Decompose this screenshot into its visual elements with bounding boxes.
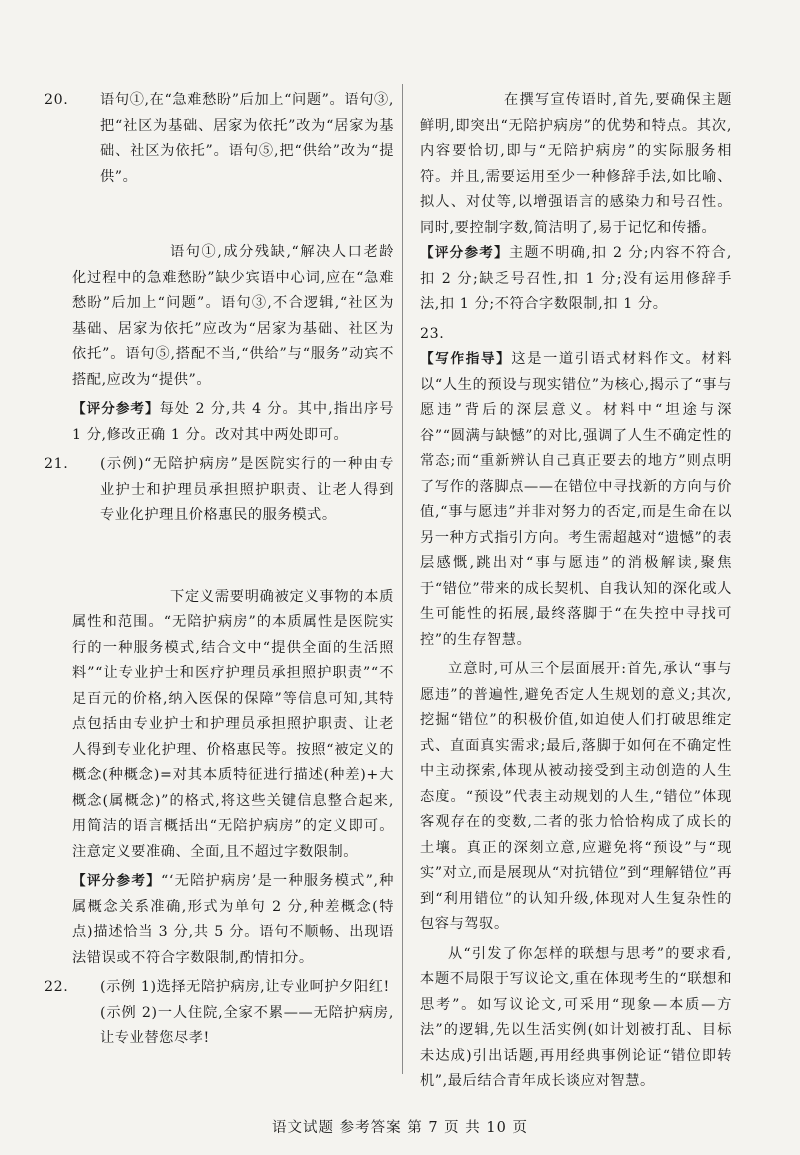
q20-answer-text: 语句①,在“急难愁盼”后加上“问题”。语句③,把“社区为基础、居家为依托”改为“居家为基础、社区为依托”。语句⑤,把“供给”改为“提供”。 — [100, 92, 394, 185]
q22-answer-2: (示例 2)一人住院,全家不累——无陪护病房,让专业替您尽孝! — [100, 1004, 394, 1046]
q23-paragraph-2: 立意时,可从三个层面展开:首先,承认“事与愿违”的普遍性,避免否定人生规划的意义;其次,挖掘“错位”的积极价值,如迫使人们打破思维定式、直面真实需求;最后,落脚于如何在不确定性中主动探索,体现从被动接受到主动创造的人生态度。“预设”代表主动规划的人生,“错位”体现客观存在的变数,二者的张力恰恰构成了成长的土壤。真正的深刻立意,应避免将“预设”与“现实”对立,而是展现从“对抗错位”到“理解错位”再到“利用错位”的认知升级,体现对人生复杂性的包容与驾驭。 — [420, 661, 732, 932]
left-column — [44, 88, 394, 1052]
q20-score-tag: 【评分参考】 — [72, 401, 160, 417]
q22-score-text: 主题不明确,扣 2 分;内容不符合,扣 2 分;缺乏号召性,扣 1 分;没有运用修辞手法,扣 1 分;不符合字数限制,扣 1 分。 — [420, 245, 732, 312]
column-divider — [402, 84, 403, 1074]
q20-answer — [44, 88, 394, 190]
q20-number: 20. — [44, 92, 69, 108]
q21-score-text: “‘无陪护病房’是一种服务模式”,种属概念关系准确,形式为单句 2 分,种差概念(特点)描述恰当 3 分,共 5 分。语句不顺畅、出现语法错误或不符合字数限制,酌情扣分。 — [72, 873, 394, 966]
right-column — [420, 88, 732, 1095]
q21-score-tag: 【评分参考】 — [72, 873, 162, 889]
q23-guide — [420, 347, 732, 653]
q22-analysis: 在撰写宣传语时,首先,要确保主题鲜明,即突出“无陪护病房”的优势和特点。其次,内容要恰切,即与“无陪护病房”的实际服务相符。并且,需要运用至少一种修辞手法,如比喻、拟人、对仗等,以增强语言的感染力和号召性。同时,要控制字数,简洁明了,易于记忆和传播。 — [420, 92, 732, 236]
q20-score-text: 每处 2 分,共 4 分。其中,指出序号 1 分,修改正确 1 分。改对其中两处即可。 — [72, 401, 394, 443]
q20-analysis: 语句①,成分残缺,“解决人口老龄化过程中的急难愁盼”缺少宾语中心词,应在“急难愁盼”后加上“问题”。语句③,不合逻辑,“社区为基础、居家为依托”应改为“居家为基础、社区为依托”。语句⑤,搭配不当,“供给”与“服务”动宾不搭配,应改为“提供”。 — [72, 244, 394, 388]
q23-paragraph-3: 从“引发了你怎样的联想与思考”的要求看,本题不局限于写议论文,重在体现考生的“联想和思考”。如写议论文,可采用“现象—本质—方法”的逻辑,先以生活实例(如计划被打乱、目标未达成)引出话题,再用经典事例论证“错位即转机”,最后结合青年成长谈应对智慧。 — [420, 945, 732, 1089]
q22-number: 22. — [44, 979, 69, 995]
q22-answer-1 — [44, 975, 394, 1001]
q20-score — [72, 397, 394, 448]
q23-guide-tag: 【写作指导】 — [420, 351, 512, 367]
q21-answer — [44, 452, 394, 529]
page-footer: 语文试题 参考答案 第 7 页 共 10 页 — [272, 1120, 528, 1136]
q22-score-tag: 【评分参考】 — [420, 245, 509, 261]
q21-analysis: 下定义需要明确被定义事物的本质属性和范围。“无陪护病房”的本质属性是医院实行的一种服务模式,结合文中“提供全面的生活照料”“让专业护士和医疗护理员承担照护职责”“不足百元的价格,纳入医保的保障”等信息可知,其特点包括由专业护士和护理员承担照护职责、让老人得到专业化护理、价格惠民等。按照“被定义的概念(种概念)=对其本质特征进行描述(种差)+大概念(属概念)”的格式,将这些关键信息整合起来,用简洁的语言概括出“无陪护病房”的定义即可。注意定义要准确、全面,且不超过字数限制。 — [72, 588, 394, 860]
q23-guide-text: 这是一道引语式材料作文。材料以“人生的预设与现实错位”为核心,揭示了“事与愿违”背后的深层意义。材料中“坦途与深谷”“圆满与缺憾”的对比,强调了人生不确定性的常态;而“重新辨认自己真正要去的地方”则点明了写作的落脚点——在错位中寻找新的方向与价值,“事与愿违”并非对努力的否定,而是生命在以另一种方式指引方向。考生需超越对“遗憾”的表层感慨,跳出对“事与愿违”的消极解读,聚焦于“错位”带来的成长契机、自我认知的深化或人生可能性的拓展,最终落脚于“在失控中寻找可控”的生存智慧。 — [420, 351, 732, 648]
q21-score — [72, 869, 394, 971]
q21-answer-text: (示例)“无陪护病房”是医院实行的一种由专业护士和护理员承担照护职责、让老人得到专业化护理且价格惠民的服务模式。 — [100, 456, 394, 523]
q22-answer-1-text: (示例 1)选择无陪护病房,让专业呵护夕阳红! — [100, 979, 390, 995]
q23-number: 23. — [420, 325, 445, 342]
q22-score — [420, 241, 732, 318]
q21-number: 21. — [44, 456, 69, 472]
